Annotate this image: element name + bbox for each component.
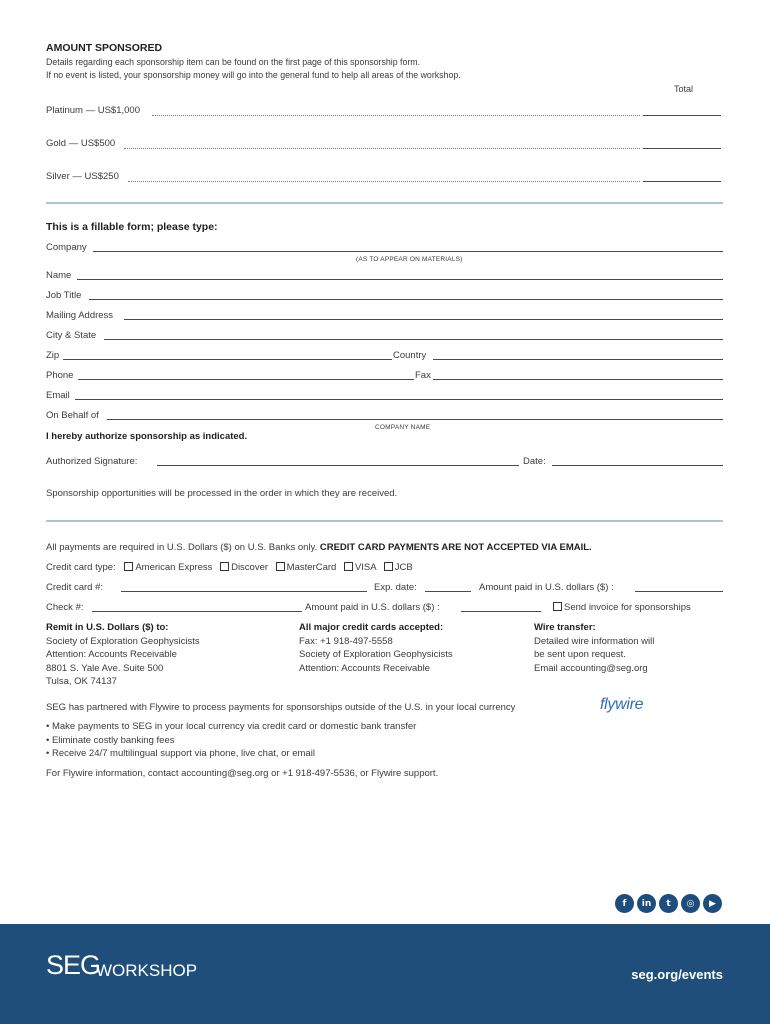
remit-title: Remit in U.S. Dollars ($) to:: [46, 622, 169, 633]
description-line: Details regarding each sponsorship item can be found on the first page of this sponsorship form.: [46, 57, 421, 67]
remit-column: [46, 621, 200, 689]
signature-label: Authorized Signature:: [46, 456, 138, 467]
on-behalf-label: On Behalf of: [46, 410, 99, 421]
card-type-row: [46, 562, 413, 573]
country-field[interactable]: [433, 359, 723, 360]
list-item: • Receive 24/7 multilingual support via phone, live chat, or email: [46, 748, 315, 759]
phone-field[interactable]: [78, 379, 414, 380]
form-heading: This is a fillable form; please type:: [46, 221, 218, 233]
twitter-icon[interactable]: t: [659, 894, 678, 913]
workshop-logo-text: WORKSHOP: [96, 961, 198, 980]
flywire-bullets: [46, 720, 416, 761]
on-behalf-field[interactable]: [107, 419, 723, 420]
seg-logo: SEG: [46, 950, 101, 980]
checkbox-mastercard[interactable]: MasterCard: [276, 562, 337, 573]
wire-line: Detailed wire information will: [534, 635, 655, 647]
flywire-contact: For Flywire information, contact accounting@seg.org or +1 918-497-5536, or Flywire support.: [46, 768, 439, 779]
flywire-intro: SEG has partnered with Flywire to process payments for sponsorships outside of the U.S. in your local currency: [46, 702, 516, 713]
dotted-leader: [128, 181, 640, 182]
remit-line: Attention: Accounts Receivable: [46, 649, 177, 660]
payment-note-warning: CREDIT CARD PAYMENTS ARE NOT ACCEPTED VIA EMAIL.: [319, 542, 592, 553]
remit-line: Society of Exploration Geophysicists: [46, 635, 200, 647]
zip-label: Zip: [46, 350, 60, 361]
cards-accepted-title: All major credit cards accepted:: [299, 622, 444, 633]
checkbox-discover[interactable]: Discover: [220, 562, 268, 573]
job-title-label: Job Title: [46, 290, 82, 301]
section-divider: [46, 202, 723, 204]
mailing-address-label: Mailing Address: [46, 310, 114, 321]
card-type-label: Credit card type:: [46, 562, 116, 573]
job-title-field[interactable]: [89, 299, 723, 300]
company-note: (AS TO APPEAR ON MATERIALS): [356, 256, 463, 263]
amount-paid-label: Amount paid in U.S. dollars ($) :: [479, 582, 614, 593]
youtube-icon[interactable]: ▶: [703, 894, 722, 913]
city-state-field[interactable]: [104, 339, 723, 340]
cards-accepted-column: [299, 621, 453, 675]
order-note: Sponsorship opportunities will be processed in the order in which they are received.: [46, 488, 398, 499]
section-title: AMOUNT SPONSORED: [46, 42, 163, 54]
amount-paid-field[interactable]: [635, 591, 723, 592]
linkedin-icon[interactable]: in: [637, 894, 656, 913]
dotted-leader: [124, 148, 640, 149]
cards-accepted-line: Fax: +1 918-497-5558: [299, 635, 393, 647]
platinum-total-field[interactable]: [643, 115, 721, 116]
fax-label: Fax: [415, 370, 431, 381]
wire-column: [534, 621, 654, 675]
instagram-icon[interactable]: ◎: [681, 894, 700, 913]
check-label: Check #:: [46, 602, 84, 613]
company-label: Company: [46, 242, 87, 253]
signature-field[interactable]: [157, 465, 519, 466]
sponsor-level-gold: Gold — US$500: [46, 138, 116, 149]
mailing-address-field[interactable]: [124, 319, 723, 320]
amount-paid-check-label: Amount paid in U.S. dollars ($) :: [305, 602, 440, 613]
events-url-link[interactable]: seg.org/events: [631, 967, 723, 982]
card-number-field[interactable]: [121, 591, 367, 592]
dotted-leader: [152, 115, 640, 116]
sponsor-level-platinum: Platinum — US$1,000: [46, 105, 140, 116]
exp-date-label: Exp. date:: [374, 582, 417, 593]
silver-total-field[interactable]: [643, 181, 721, 182]
remit-line: 8801 S. Yale Ave. Suite 500: [46, 662, 164, 674]
list-item: • Eliminate costly banking fees: [46, 734, 175, 746]
sponsor-level-silver: Silver — US$250: [46, 171, 119, 182]
section-divider: [46, 520, 723, 522]
check-number-field[interactable]: [92, 611, 302, 612]
date-label: Date:: [523, 456, 546, 467]
phone-label: Phone: [46, 370, 74, 381]
wire-title: Wire transfer:: [534, 622, 596, 633]
gold-total-field[interactable]: [643, 148, 721, 149]
checkbox-amex[interactable]: American Express: [124, 562, 212, 573]
fax-field[interactable]: [433, 379, 723, 380]
exp-date-field[interactable]: [425, 591, 471, 592]
wire-line: be sent upon request.: [534, 649, 626, 660]
name-field[interactable]: [77, 279, 723, 280]
remit-line: Tulsa, OK 74137: [46, 676, 117, 687]
country-label: Country: [393, 350, 427, 361]
payment-note: [46, 542, 592, 553]
checkbox-visa[interactable]: VISA: [344, 562, 376, 573]
authorize-statement: I hereby authorize sponsorship as indicated.: [46, 431, 248, 442]
name-label: Name: [46, 270, 72, 281]
checkbox-send-invoice[interactable]: Send invoice for sponsorships: [553, 602, 691, 613]
card-number-label: Credit card #:: [46, 582, 104, 593]
description-line: If no event is listed, your sponsorship money will go into the general fund to help all areas of the workshop.: [46, 70, 461, 80]
date-field[interactable]: [552, 465, 723, 466]
cards-accepted-line: Attention: Accounts Receivable: [299, 662, 430, 674]
email-label: Email: [46, 390, 70, 401]
company-field[interactable]: [93, 251, 723, 252]
total-label: Total: [674, 84, 694, 94]
list-item: • Make payments to SEG in your local currency via credit card or domestic bank transfer: [46, 721, 417, 732]
facebook-icon[interactable]: f: [615, 894, 634, 913]
payment-note-text: All payments are required in U.S. Dollars ($) on U.S. Banks only.: [46, 542, 320, 553]
email-field[interactable]: [75, 399, 723, 400]
wire-line: Email accounting@seg.org: [534, 662, 648, 674]
city-state-label: City & State: [46, 330, 97, 341]
social-icons: [615, 894, 722, 913]
cards-accepted-line: Society of Exploration Geophysicists: [299, 649, 453, 660]
zip-field[interactable]: [63, 359, 392, 360]
flywire-logo: flywire: [600, 696, 644, 713]
amount-paid-check-field[interactable]: [461, 611, 541, 612]
company-name-note: COMPANY NAME: [375, 424, 431, 431]
checkbox-jcb[interactable]: JCB: [384, 562, 413, 573]
